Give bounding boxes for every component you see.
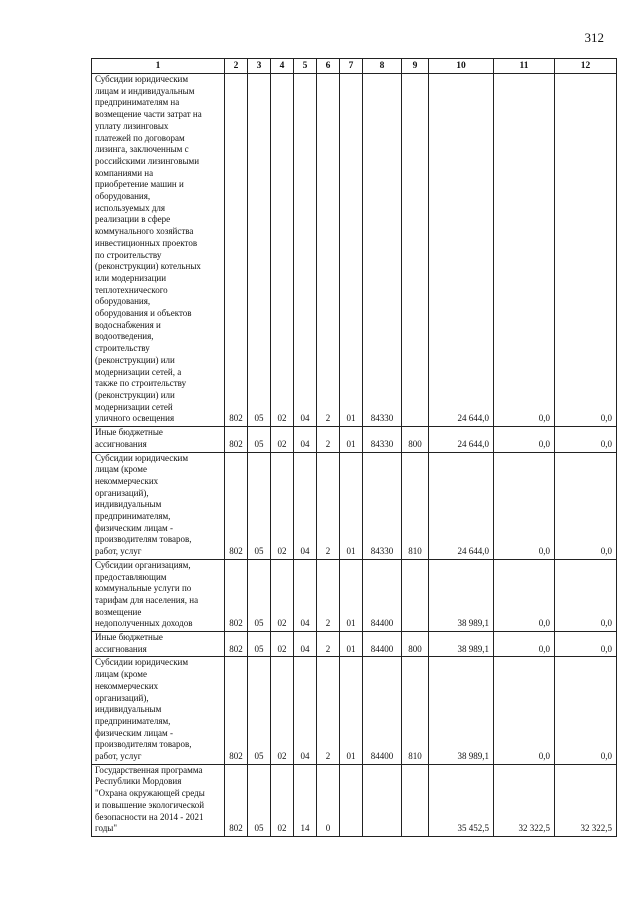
- header-cell: 2: [225, 59, 248, 74]
- header-cell: 5: [294, 59, 317, 74]
- col-12: 0,0: [555, 632, 617, 657]
- col-2: 802: [225, 74, 248, 427]
- col-5: 04: [294, 632, 317, 657]
- table-row: [92, 559, 617, 631]
- col-7: 01: [340, 452, 363, 559]
- col-7: 01: [340, 559, 363, 631]
- col-2: 802: [225, 764, 248, 836]
- table-row: [92, 452, 617, 559]
- col-3: 05: [248, 559, 271, 631]
- col-11: 32 322,5: [494, 764, 555, 836]
- header-cell: 6: [317, 59, 340, 74]
- col-3: 05: [248, 74, 271, 427]
- col-5: 04: [294, 74, 317, 427]
- col-3: 05: [248, 632, 271, 657]
- col-2: 802: [225, 657, 248, 764]
- row-name: Субсидии юридическим лицам (кроме некоммерческих организаций), индивидуальным предпринимателям, физическим лицам - производителям товаров, работ, услуг: [92, 657, 225, 764]
- table-row: [92, 427, 617, 452]
- row-name: Иные бюджетные ассигнования: [92, 632, 225, 657]
- col-6: 2: [317, 559, 340, 631]
- header-cell: 12: [555, 59, 617, 74]
- col-10: 24 644,0: [429, 74, 494, 427]
- header-row: [92, 59, 617, 74]
- col-10: 38 989,1: [429, 559, 494, 631]
- table-row: [92, 74, 617, 427]
- header-cell: 9: [402, 59, 429, 74]
- col-11: 0,0: [494, 427, 555, 452]
- header-cell: 10: [429, 59, 494, 74]
- col-12: 0,0: [555, 657, 617, 764]
- col-9: [402, 764, 429, 836]
- col-7: 01: [340, 427, 363, 452]
- col-8: 84400: [363, 632, 402, 657]
- col-2: 802: [225, 559, 248, 631]
- col-9: [402, 559, 429, 631]
- col-11: 0,0: [494, 559, 555, 631]
- col-9: 800: [402, 427, 429, 452]
- col-10: 24 644,0: [429, 427, 494, 452]
- col-5: 04: [294, 452, 317, 559]
- row-name: Субсидии юридическим лицам (кроме некоммерческих организаций), индивидуальным предпринимателям, физическим лицам - производителям товаров, работ, услуг: [92, 452, 225, 559]
- col-9: 800: [402, 632, 429, 657]
- col-12: 0,0: [555, 452, 617, 559]
- col-3: 05: [248, 427, 271, 452]
- col-4: 02: [271, 427, 294, 452]
- table-row: [92, 657, 617, 764]
- col-8: 84400: [363, 559, 402, 631]
- page-number: 312: [584, 30, 604, 45]
- col-3: 05: [248, 764, 271, 836]
- col-12: 32 322,5: [555, 764, 617, 836]
- col-9: 810: [402, 452, 429, 559]
- col-9: 810: [402, 657, 429, 764]
- col-8: [363, 764, 402, 836]
- col-10: 24 644,0: [429, 452, 494, 559]
- col-11: 0,0: [494, 632, 555, 657]
- col-7: 01: [340, 74, 363, 427]
- col-3: 05: [248, 657, 271, 764]
- col-6: 2: [317, 74, 340, 427]
- col-10: 38 989,1: [429, 632, 494, 657]
- col-4: 02: [271, 559, 294, 631]
- row-name: Государственная программа Республики Мордовия "Охрана окружающей среды и повышение экологической безопасности на 2014 - 2021 годы": [92, 764, 225, 836]
- col-12: 0,0: [555, 559, 617, 631]
- row-name: Иные бюджетные ассигнования: [92, 427, 225, 452]
- col-12: 0,0: [555, 427, 617, 452]
- col-8: 84400: [363, 657, 402, 764]
- col-4: 02: [271, 452, 294, 559]
- header-cell: 3: [248, 59, 271, 74]
- col-7: [340, 764, 363, 836]
- col-11: 0,0: [494, 452, 555, 559]
- col-2: 802: [225, 427, 248, 452]
- table-row: [92, 632, 617, 657]
- header-cell: 8: [363, 59, 402, 74]
- col-9: [402, 74, 429, 427]
- col-8: 84330: [363, 427, 402, 452]
- col-8: 84330: [363, 74, 402, 427]
- col-4: 02: [271, 764, 294, 836]
- col-10: 38 989,1: [429, 657, 494, 764]
- col-7: 01: [340, 657, 363, 764]
- col-6: 2: [317, 452, 340, 559]
- col-10: 35 452,5: [429, 764, 494, 836]
- col-5: 04: [294, 657, 317, 764]
- col-6: 2: [317, 427, 340, 452]
- col-5: 14: [294, 764, 317, 836]
- col-6: 0: [317, 764, 340, 836]
- col-2: 802: [225, 452, 248, 559]
- row-name: Субсидии юридическим лицам и индивидуальным предпринимателям на возмещение части затрат на уплату лизинговых платежей по договорам лизинга, заключенным с российскими лизинговыми компаниями на приобретение машин и оборудования, используемых для реализации в сфере коммунального хозяйства инвестиционных проектов по строительству (реконструкции) котельных или модернизации теплотехнического оборудования, оборудования и объектов водоснабжения и водоотведения, строительству (реконструкции) или модернизации сетей, а также по строительству (реконструкции) или модернизации сетей уличного освещения: [92, 74, 225, 427]
- col-3: 05: [248, 452, 271, 559]
- col-6: 2: [317, 657, 340, 764]
- header-cell: 11: [494, 59, 555, 74]
- col-5: 04: [294, 427, 317, 452]
- table-row: [92, 764, 617, 836]
- col-11: 0,0: [494, 657, 555, 764]
- col-12: 0,0: [555, 74, 617, 427]
- col-5: 04: [294, 559, 317, 631]
- budget-table: [91, 58, 617, 837]
- col-11: 0,0: [494, 74, 555, 427]
- col-7: 01: [340, 632, 363, 657]
- header-cell: 7: [340, 59, 363, 74]
- col-6: 2: [317, 632, 340, 657]
- header-cell: 4: [271, 59, 294, 74]
- col-4: 02: [271, 74, 294, 427]
- row-name: Субсидии организациям, предоставляющим коммунальные услуги по тарифам для населения, на возмещение недополученных доходов: [92, 559, 225, 631]
- header-cell: 1: [92, 59, 225, 74]
- col-4: 02: [271, 632, 294, 657]
- col-4: 02: [271, 657, 294, 764]
- col-2: 802: [225, 632, 248, 657]
- col-8: 84330: [363, 452, 402, 559]
